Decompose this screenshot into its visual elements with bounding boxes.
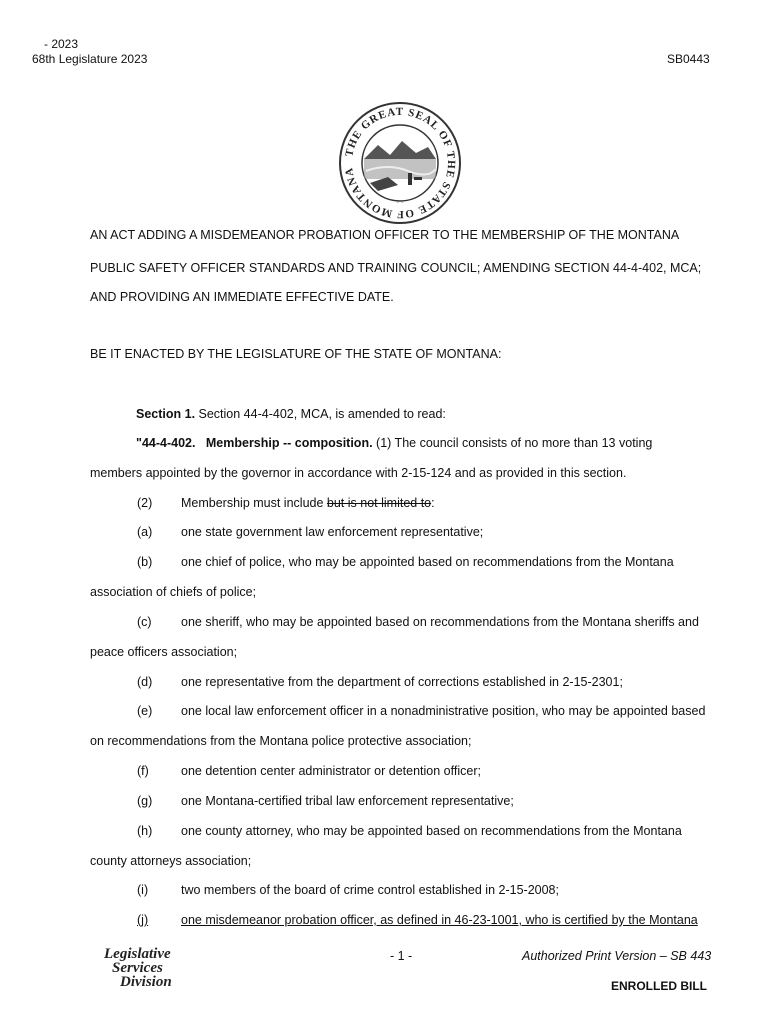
inserted-text: one misdemeanor probation officer, as defined in 46-23-1001, who is certified by the Montana: [181, 913, 698, 927]
list-item-continuation: association of chiefs of police;: [90, 585, 257, 599]
list-item-continuation: county attorneys association;: [90, 854, 252, 868]
quote-open: ": [136, 436, 142, 450]
legislative-services-logo: Legislative Services Division: [104, 946, 172, 990]
statute-heading: [136, 436, 652, 450]
subsection-1-text: (1) The council consists of no more than 13 voting: [372, 436, 653, 450]
section-heading: [136, 407, 446, 421]
session-year: - 2023: [44, 37, 79, 51]
bill-number: SB0443: [667, 52, 710, 66]
item-label: (2): [137, 496, 153, 510]
enacting-clause: BE IT ENACTED BY THE LEGISLATURE OF THE STATE OF MONTANA:: [90, 347, 502, 361]
svg-text:· ·: · ·: [396, 199, 404, 207]
page-number: - 1 -: [390, 949, 413, 963]
state-seal-icon: [338, 101, 462, 225]
enrolled-bill-label: ENROLLED BILL: [611, 979, 707, 993]
print-version-label: Authorized Print Version – SB 443: [522, 949, 712, 963]
title-line-3: AND PROVIDING AN IMMEDIATE EFFECTIVE DATE.: [90, 290, 394, 304]
svg-text:THE GREAT SEAL OF THE STATE OF: THE GREAT SEAL OF THE STATE OF MONTANA: [343, 105, 458, 221]
statute-number: 44-4-402.: [141, 436, 196, 450]
legislature-label: 68th Legislature 2023: [32, 52, 148, 66]
section-number: Section 1.: [136, 407, 196, 421]
title-line-1: AN ACT ADDING A MISDEMEANOR PROBATION OFFICER TO THE MEMBERSHIP OF THE MONTANA: [90, 228, 680, 242]
list-item-continuation: on recommendations from the Montana police protective association;: [90, 734, 472, 748]
subsection-1-continuation: members appointed by the governor in accordance with 2-15-124 and as provided in this section.: [90, 466, 627, 480]
statute-title: Membership -- composition.: [205, 436, 373, 450]
section-heading-text: Section 44-4-402, MCA, is amended to read:: [195, 407, 446, 421]
title-line-2: PUBLIC SAFETY OFFICER STANDARDS AND TRAINING COUNCIL; AMENDING SECTION 44-4-402, MCA;: [90, 261, 702, 275]
item-text: Membership must include but is not limited to:: [181, 496, 435, 510]
struck-text: but is not limited to: [326, 496, 432, 510]
list-item-continuation: peace officers association;: [90, 645, 238, 659]
